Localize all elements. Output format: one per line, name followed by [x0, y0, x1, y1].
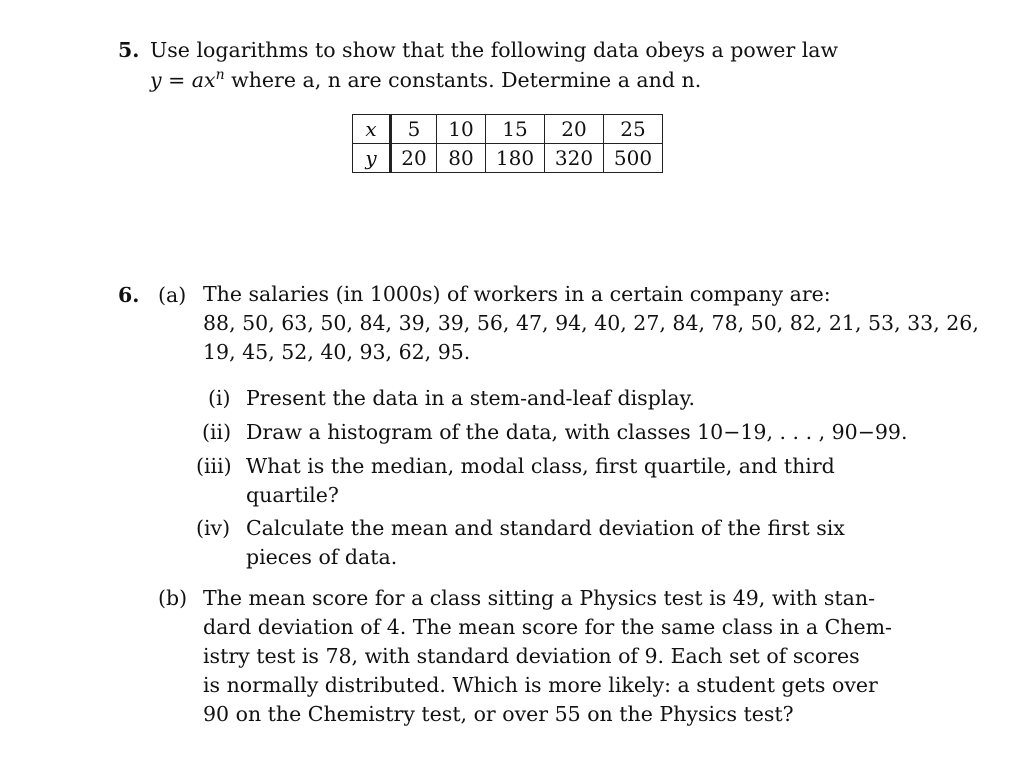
part-b-label: (b) — [158, 586, 188, 610]
table-cell: 80 — [437, 144, 486, 173]
part-b-line: 90 on the Chemistry test, or over 55 on the Physics test? — [203, 702, 794, 726]
question-6-number: 6. — [118, 283, 140, 307]
table-row-x — [353, 115, 663, 144]
part-b-line: is normally distributed. Which is more likely: a student gets over — [203, 673, 878, 697]
part-b-line: istry test is 78, with standard deviation of 9. Each set of scores — [203, 644, 860, 668]
part-a-label: (a) — [158, 283, 187, 307]
item-line: Calculate the mean and standard deviation of the first six — [246, 516, 845, 540]
table-cell: 5 — [391, 115, 437, 144]
table-cell: 10 — [437, 115, 486, 144]
question-5-line-2 — [150, 67, 701, 92]
power-law-data-table — [352, 114, 663, 173]
equation-y: y — [150, 67, 162, 92]
part-b-text — [203, 584, 892, 729]
item-iii-text — [246, 452, 835, 510]
item-iii-label: (iii) — [196, 454, 232, 478]
table-row-y — [353, 144, 663, 173]
item-line: What is the median, modal class, first quartile, and third — [246, 454, 835, 478]
item-line: quartile? — [246, 483, 339, 507]
table-header-y: y — [353, 144, 391, 173]
table-cell: 15 — [486, 115, 545, 144]
equation-exponent: n — [215, 67, 225, 83]
item-iv-text — [246, 514, 845, 572]
question-5-line-1: Use logarithms to show that the following data obeys a power law — [150, 38, 839, 62]
table-cell: 20 — [545, 115, 604, 144]
equation-rhs: = ax — [161, 67, 216, 92]
part-b-line: The mean score for a class sitting a Physics test is 49, with stan- — [203, 586, 876, 610]
item-ii-label: (ii) — [202, 420, 232, 444]
item-i-text — [246, 384, 695, 413]
item-line: Draw a histogram of the data, with classes 10−19, . . . , 90−99. — [246, 420, 908, 444]
table-cell: 180 — [486, 144, 545, 173]
item-line: Present the data in a stem-and-leaf display. — [246, 386, 695, 410]
part-a-line: The salaries (in 1000s) of workers in a certain company are: — [203, 282, 831, 306]
part-b-line: dard deviation of 4. The mean score for the same class in a Chem- — [203, 615, 892, 639]
table-cell: 500 — [604, 144, 663, 173]
item-ii-text — [246, 418, 908, 447]
question-5-number: 5. — [118, 38, 140, 62]
part-a-text — [203, 280, 979, 367]
table-cell: 20 — [391, 144, 437, 173]
table-cell: 25 — [604, 115, 663, 144]
part-a-line: 19, 45, 52, 40, 93, 62, 95. — [203, 340, 471, 364]
part-a-line: 88, 50, 63, 50, 84, 39, 39, 56, 47, 94, 40, 27, 84, 78, 50, 82, 21, 53, 33, 26, — [203, 311, 979, 335]
item-line: pieces of data. — [246, 545, 398, 569]
question-5-line-2-text: where a, n are constants. Determine a and n. — [224, 67, 702, 92]
item-i-label: (i) — [208, 386, 231, 410]
table-header-x: x — [353, 115, 391, 144]
item-iv-label: (iv) — [196, 516, 231, 540]
table-cell: 320 — [545, 144, 604, 173]
